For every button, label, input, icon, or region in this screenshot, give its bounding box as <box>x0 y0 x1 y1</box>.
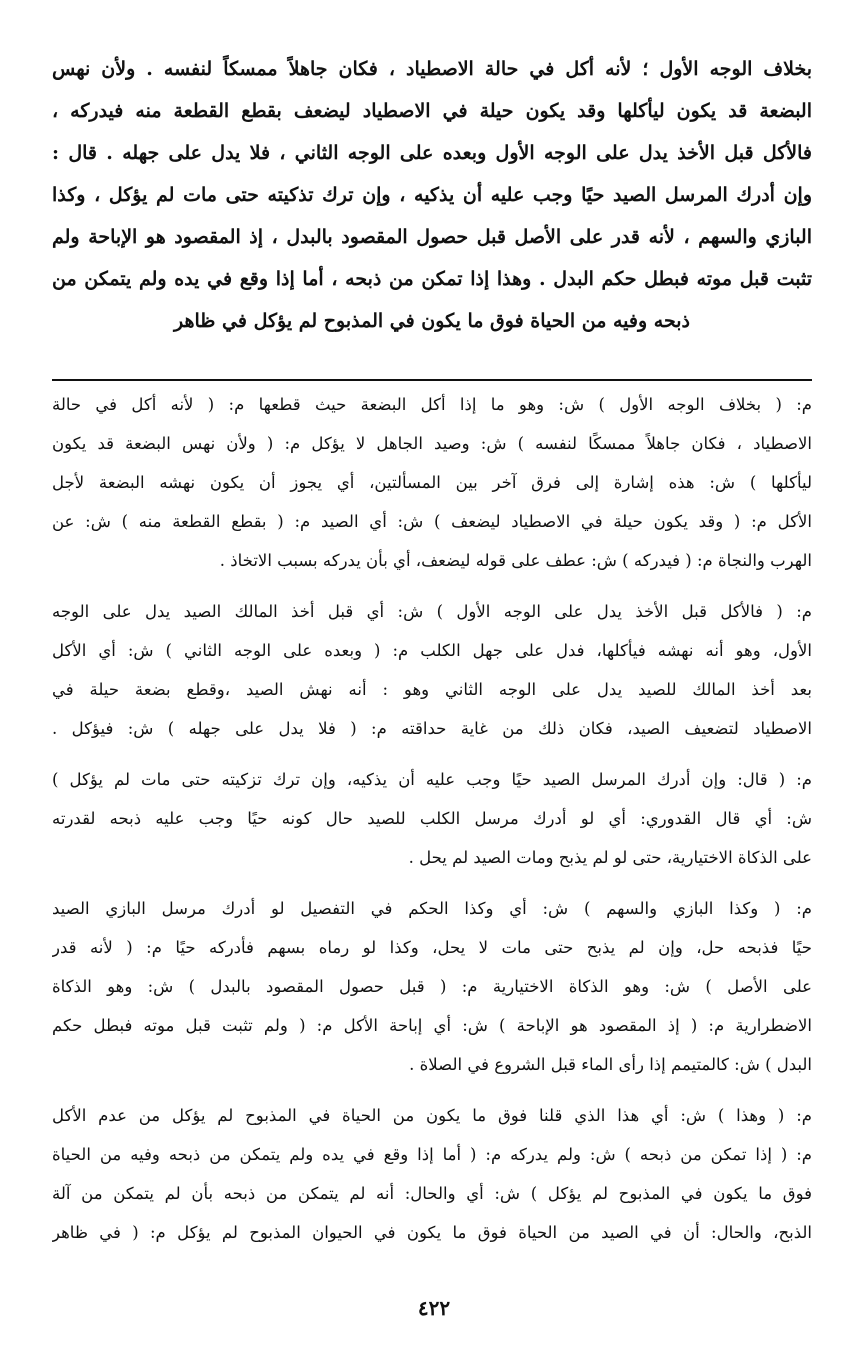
commentary-line: م: ( بخلاف الوجه الأول ) ش: وهو ما إذا أكل البضعة حيث قطعها م: ( لأنه أكل في حالة <box>52 395 812 414</box>
commentary-line: الأول، وهو أنه نهشه فيأكلها، فدل على جهل الكلب م: ( وبعده على الوجه الثاني ) ش: أي الأكل <box>52 641 812 660</box>
commentary-line: البدل ) ش: كالمتيمم إذا رأى الماء قبل الشروع في الصلاة . <box>409 1055 812 1074</box>
commentary-line: على الأصل ) ش: وهو الذكاة الاختيارية م: ( قبل حصول المقصود بالبدل ) ش: وهو الذكاة <box>52 977 812 996</box>
commentary-paragraph <box>52 1096 812 1252</box>
main-text <box>52 48 812 342</box>
main-text-line: البضعة قد يكون ليأكلها وقد يكون حيلة في الاصطياد ليضعف بقطع القطعة منه فيدركه ، <box>52 100 812 122</box>
commentary-paragraph <box>52 889 812 1084</box>
commentary-line: م: ( وهذا ) ش: أي هذا الذي قلنا فوق ما يكون من الحياة في المذبوح لم يؤكل من عدم الأكل <box>52 1106 812 1125</box>
commentary-line: الاصطياد ، فكان جاهلاً ممسكًا لنفسه ) ش: وصيد الجاهل لا يؤكل م: ( ولأن نهس البضعة قد يكون <box>52 434 812 453</box>
commentary-line: حيًا فذبحه حل، وإن لم يذبح حتى مات لا يحل، وكذا لو رماه بسهم فأدركه حيًا م: ( لأنه قدر <box>52 938 812 957</box>
main-text-line: فالأكل قبل الأخذ يدل على الوجه الأول وبعده على الوجه الثاني ، فلا يدل على جهله . قال : <box>52 142 812 164</box>
commentary-line: الاضطرارية م: ( إذ المقصود هو الإباحة ) ش: أي إباحة الأكل م: ( ولم تثبت قبل موته فبطل حكم <box>52 1016 812 1035</box>
main-text-line: وإن أدرك المرسل الصيد حيًا وجب عليه أن يذكيه ، وإن ترك تذكيته حتى مات لم يؤكل ، وكذا <box>52 184 812 206</box>
commentary-line: الأكل م: ( وقد يكون حيلة في الاصطياد ليضعف ) ش: أي الصيد م: ( بقطع القطعة منه ) ش: عن <box>52 512 812 531</box>
commentary-line: بعد أخذ المالك للصيد يدل على الوجه الثاني وهو : أنه نهش الصيد ،وقطع بضعة حيلة في <box>52 680 812 699</box>
commentary-line: م: ( فالأكل قبل الأخذ يدل على الوجه الأول ) ش: أي قبل أخذ المالك الصيد يدل على الوجه <box>52 602 812 621</box>
main-text-line: بخلاف الوجه الأول ؛ لأنه أكل في حالة الاصطياد ، فكان جاهلاً ممسكاً لنفسه . ولأن نهس <box>52 58 812 80</box>
commentary-line: على الذكاة الاختيارية، حتى لو لم يذبح ومات الصيد لم يحل . <box>408 848 812 867</box>
commentary-line: الهرب والنجاة م: ( فيدركه ) ش: عطف على قوله ليضعف، أي بأن يدركه بسبب الاتخاذ . <box>219 551 812 570</box>
commentary-paragraph <box>52 385 812 580</box>
commentary-line: ش: أي قال القدوري: أي لو أدرك مرسل الكلب للصيد حال كونه حيًا وجب عليه ذبحه لقدرته <box>52 809 812 828</box>
commentary-paragraph <box>52 760 812 877</box>
commentary-line: م: ( وكذا البازي والسهم ) ش: أي وكذا الحكم في التفصيل لو أدرك مرسل البازي الصيد <box>52 899 812 918</box>
commentary-line: فوق ما يكون في المذبوح لم يؤكل ) ش: أي والحال: أنه لم يتمكن من ذبحه بأن لم يتمكن من آلة <box>52 1184 812 1203</box>
commentary-line: م: ( إذا تمكن من ذبحه ) ش: ولم يدركه م: ( أما إذا وقع في يده ولم يتمكن من ذبحه وفيه من الحياة <box>52 1145 812 1164</box>
footnote-divider <box>52 379 812 381</box>
page-number: ٤٢٢ <box>417 1296 451 1320</box>
commentary-line: م: ( قال: وإن أدرك المرسل الصيد حيًا وجب عليه أن يذكيه، وإن ترك تزكيته حتى مات لم يؤكل ) <box>52 770 812 789</box>
main-text-line: البازي والسهم ، لأنه قدر على الأصل قبل حصول المقصود بالبدل ، إذ المقصود هو الإباحة ولم <box>52 226 812 248</box>
commentary <box>52 385 812 1264</box>
main-text-line: ذبحه وفيه من الحياة فوق ما يكون في المذبوح لم يؤكل في ظاهر <box>174 310 690 332</box>
commentary-line: ليأكلها ) ش: هذه إشارة إلى فرق آخر بين المسألتين، أي يجوز أن يكون نهشه البضعة لأجل <box>52 473 812 492</box>
commentary-line: الاصطياد لتضعيف الصيد، فكان ذلك من غاية حداقته م: ( فلا يدل على جهله ) ش: فيؤكل . <box>52 719 812 738</box>
main-text-line: تثبت قبل موته فبطل حكم البدل . وهذا إذا تمكن من ذبحه ، أما إذا وقع في يده ولم يتمكن من <box>52 268 812 290</box>
commentary-line: الذبح، والحال: أن في الصيد من الحياة فوق ما يكون في الحيوان المذبوح لم يؤكل م: ( في ظاهر <box>52 1223 812 1242</box>
commentary-paragraph <box>52 592 812 748</box>
